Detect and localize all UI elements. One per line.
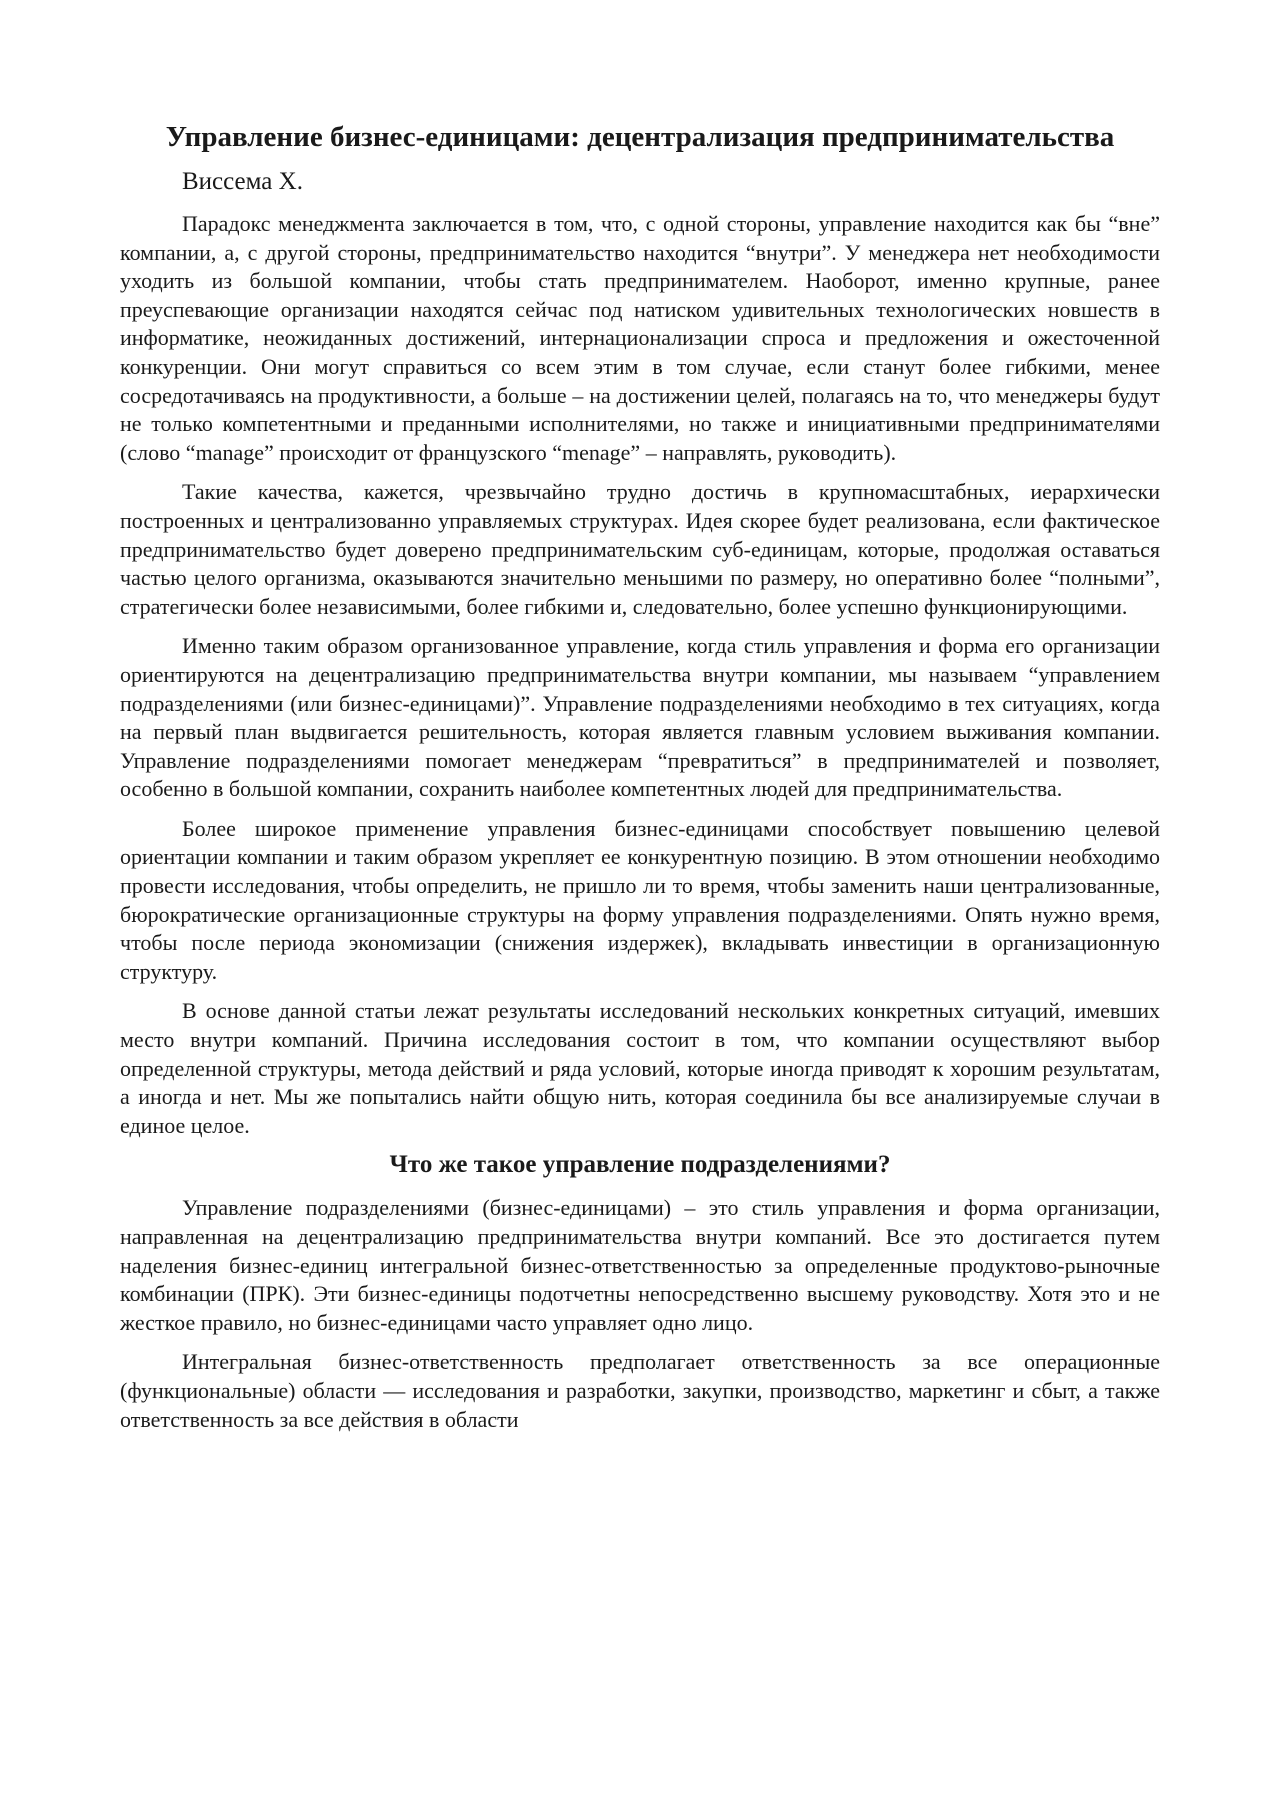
paragraph-6: Управление подразделениями (бизнес-единицами) – это стиль управления и форма организации, направленная на децентрализацию предпринимательства внутри компаний. Все это достигается путем наделения бизнес-единиц интегральной бизнес-ответственностью за определенные продуктово-рыночные комбинации (ПРК). Эти бизнес-единицы подотчетны непосредственно высшему руководству. Хотя это и не жесткое правило, но бизнес-единицами часто управляет одно лицо. bbox=[120, 1195, 1160, 1335]
section-heading: Что же такое управление подразделениями? bbox=[389, 1151, 891, 1179]
document-author: Виссема Х. bbox=[182, 168, 303, 195]
paragraph-7: Интегральная бизнес-ответственность предполагает ответственность за все операционные (функциональные) области — исследования и разработки, закупки, производство, маркетинг и сбыт, а также ответственность за все действия в области bbox=[120, 1349, 1160, 1432]
paragraph-2: Такие качества, кажется, чрезвычайно трудно достичь в крупномасштабных, иерархически построенных и централизованно управляемых структурах. Идея скорее будет реализована, если фактическое предпринимательство будет доверено предпринимательским суб-единицам, которые, продолжая оставаться частью целого организма, оказываются значительно меньшими по размеру, но оперативно более “полными”, стратегически более независимыми, более гибкими и, следовательно, более успешно функционирующими. bbox=[120, 479, 1160, 619]
paragraph-1: Парадокс менеджмента заключается в том, что, с одной стороны, управление находится как бы “вне” компании, а, с другой стороны, предпринимательство находится “внутри”. У менеджера нет необходимости уходить из большой компании, чтобы стать предпринимателем. Наоборот, именно крупные, ранее преуспевающие организации находятся сейчас под натиском удивительных технологических новшеств в информатике, неожиданных достижений, интернационализации спроса и предложения и ожесточенной конкуренции. Они могут справиться со всем этим в том случае, если станут более гибкими, менее сосредотачиваясь на продуктивности, а больше – на достижении целей, полагаясь на то, что менеджеры будут не только компетентными и преданными исполнителями, но также и инициативными предпринимателями (слово “manage” происходит от французского “menage” – направлять, руководить). bbox=[120, 211, 1160, 465]
paragraph-5: В основе данной статьи лежат результаты исследований нескольких конкретных ситуаций, имевших место внутри компаний. Причина исследования состоит в том, что компании осуществляют выбор определенной структуры, метода действий и ряда условий, которые иногда приводят к хорошим результатам, а иногда и нет. Мы же попытались найти общую нить, которая соединила бы все анализируемые случаи в единое целое. bbox=[120, 998, 1160, 1138]
document-page bbox=[120, 118, 1160, 1445]
document-title: Управление бизнес-единицами: децентрализация предпринимательства bbox=[165, 121, 1115, 153]
paragraph-4: Более широкое применение управления бизнес-единицами способствует повышению целевой ориентации компании и таким образом укрепляет ее конкурентную позицию. В этом отношении необходимо провести исследования, чтобы определить, не пришло ли то время, чтобы заменить наши централизованные, бюрократические организационные структуры на форму управления подразделениями. Опять нужно время, чтобы после периода экономизации (снижения издержек), вкладывать инвестиции в организационную структуру. bbox=[120, 815, 1160, 984]
paragraph-3: Именно таким образом организованное управление, когда стиль управления и форма его организации ориентируются на децентрализацию предпринимательства внутри компании, мы называем “управлением подразделениями (или бизнес-единицами)”. Управление подразделениями необходимо в тех ситуациях, когда на первый план выдвигается решительность, которая является главным условием выживания компании. Управление подразделениями помогает менеджерам “превратиться” в предпринимателей и позволяет, особенно в большой компании, сохранить наиболее компетентных людей для предпринимательства. bbox=[120, 633, 1160, 802]
